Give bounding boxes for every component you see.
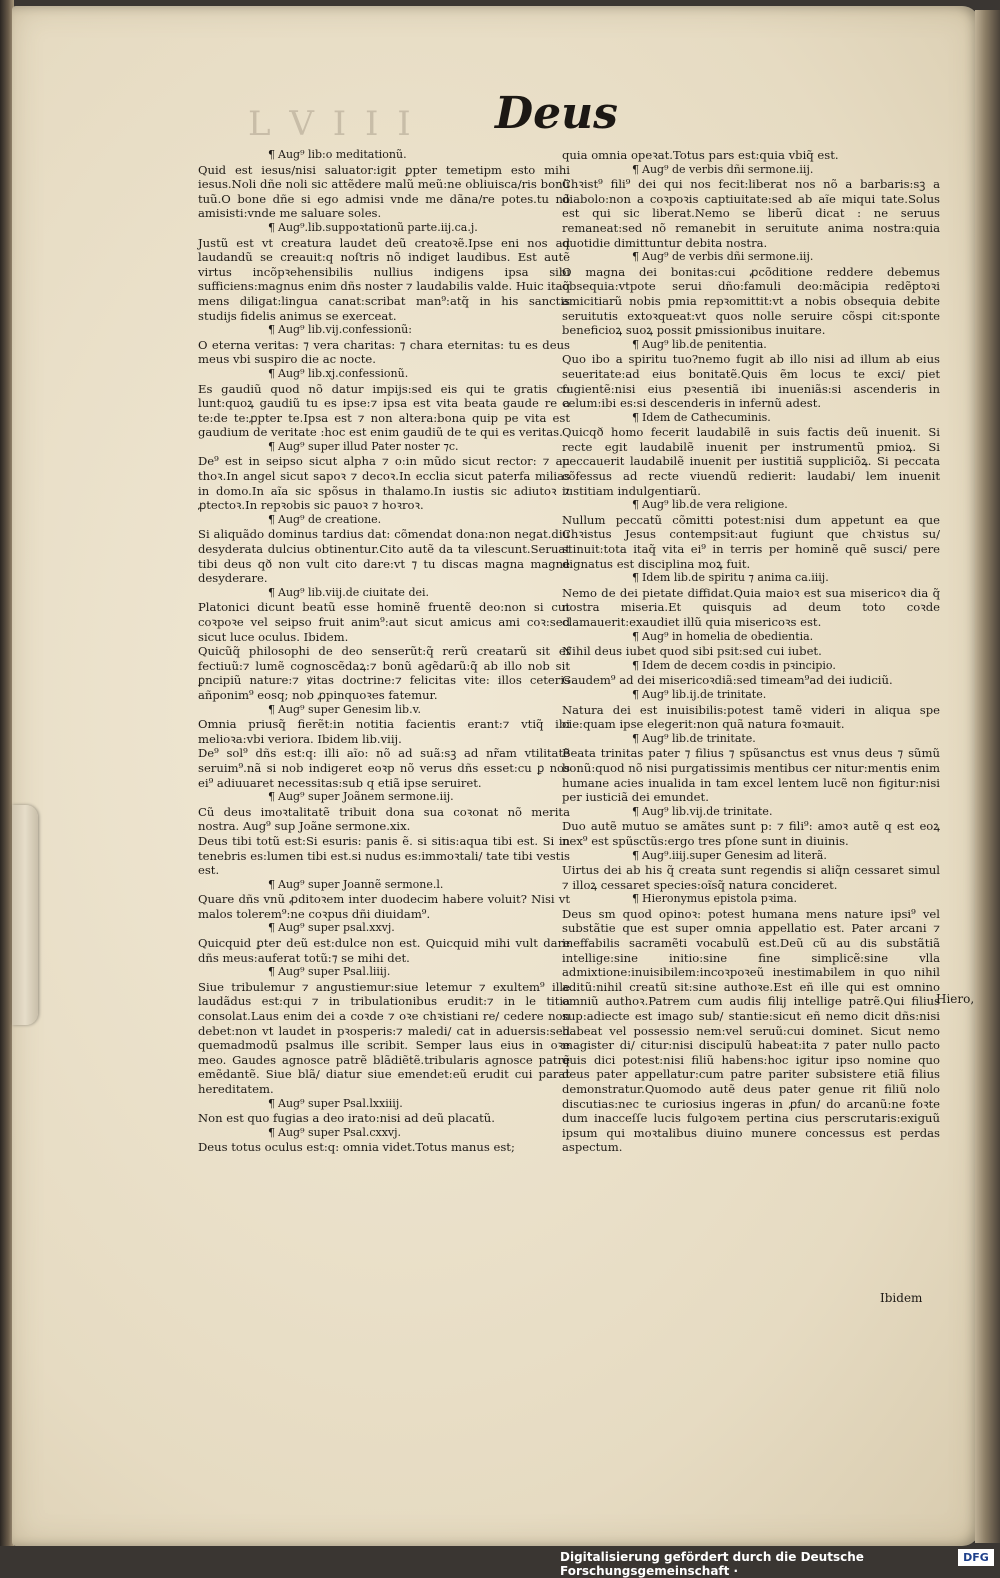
text-paragraph: Nemo de dei pietate diffidat.Quia maioꝛ est sua misericoꝛ dia q̃ nostra miseria.Et quisquis ad deum toto coꝛde clamauerit:exaudiet illũ quia misericoꝛs est. [562, 585, 940, 629]
text-paragraph: Quid est iesus/nisi saluator:igit ꝑpter temetipm esto mihi iesus.Noli dñe noli sic attẽdere malũ meũ:ne obliuisca/ris bonũ tuũ.O bone dñe si ego admisi vnde me dãna/re potes.tu nõ amisisti:vnde me saluare soles. [198, 162, 570, 221]
text-paragraph: Beata trinitas pater ⁊ filius ⁊ spũsanctus est vnus deus ⁊ sũmũ bonũ:quod nõ nisi purgatissimis mentibus cer nitur:mentis enim humane acies inualida in tam excel lentem lucẽ non figitur:nisi per iusticiã dei emundet. [562, 746, 940, 805]
source-heading: ¶ Aug⁹.iiij.super Genesim ad literã. [562, 849, 940, 864]
source-heading: ¶ Aug⁹ lib.xj.confessionũ. [198, 367, 570, 382]
text-paragraph: Omnia priusq̃ fierẽt:in notitia facientis erant:⁊ vtiq̃ ibi melioꝛa:vbi veriora. Ibidem lib.viij. [198, 717, 570, 746]
page-stack-edge [975, 10, 1000, 1543]
folio-ghost: L V I I I [248, 104, 415, 144]
source-heading: ¶ Aug⁹ de verbis dñi sermone.iij. [562, 250, 940, 265]
text-paragraph: Nihil deus iubet quod sibi psit:sed cui iubet. [562, 644, 822, 659]
source-heading: ¶ Aug⁹ super psal.xxvj. [198, 921, 570, 936]
source-heading: ¶ Aug⁹ super Joãnem sermone.iij. [198, 790, 570, 805]
source-heading: ¶ Aug⁹ lib.vij.de trinitate. [562, 805, 940, 820]
text-paragraph: Quicqð homo fecerit laudabilẽ in suis factis deũ inuenit. Si recte egit laudabilẽ inuenit per instrumentũ pmioꝝ. Si peccauerit laudabilẽ inuenit per iustitiã suppliciõꝝ. Si peccata cõfessus ad recte viuendũ redierit: laudabi/ lem inuenit iustitiam indulgentiarũ. [562, 425, 940, 498]
running-head: Deus [495, 88, 618, 139]
source-heading: ¶ Aug⁹ de verbis dñi sermone.iij. [562, 163, 940, 178]
source-heading: ¶ Aug⁹ lib.ij.de trinitate. [562, 688, 940, 703]
source-heading: ¶ Aug⁹ lib:o meditationũ. [198, 148, 570, 163]
source-heading: ¶ Aug⁹ lib.vij.confessionũ: [198, 323, 570, 338]
source-heading: ¶ Aug⁹ super Genesim lib.v. [198, 703, 570, 718]
text-paragraph: Natura dei est inuisibilis:potest tamẽ videri in aliqua spe cie:quam ipse elegerit:non quã natura foꝛmauit. [562, 702, 940, 732]
text-paragraph: De⁹ sol⁹ dñs est:q: illi aĩo: nõ ad suã:sꝫ ad nr̃am vtilitatẽ seruim⁹.nã si nob indigeret eoꝛp nõ verus dñs esset:cu ꝑ nos ei⁹ adiuuaret necessitas:sub q etiã ipse seruiret. [198, 746, 570, 790]
text-paragraph: Quare dñs vnũ ꝓditoꝛem inter duodecim habere voluit? Nisi vt malos tolerem⁹:ne coꝛpus dñi diuidam⁹. [198, 892, 570, 921]
text-paragraph: Siue tribulemur ⁊ angustiemur:siue letemur ⁊ exultem⁹ ille laudãdus est:qui ⁊ in tribulationibus erudit:⁊ in le titia consolat.Laus enim dei a coꝛde ⁊ oꝛe chꝛistiani re/ cedere non debet:non vt laudet in pꝛosperis:⁊ maledi/ cat in aduersis:sed quemadmodũ psalmus ille scribit. Semper laus eius in oꝛe meo. Gaudes agnosce patrẽ blãdiẽtẽ.tribularis agnosce patrẽ emẽdantẽ. Siue blã/ diatur siue emendet:eũ erudit cui parat hereditatem. [198, 979, 570, 1096]
source-heading: ¶ Idem de decem coꝛdis in pꝛincipio. [562, 659, 940, 674]
catchword: Ibidem [880, 1291, 923, 1305]
source-heading: ¶ Aug⁹ super illud Pater noster ⁊c. [198, 440, 570, 455]
page-clip [12, 805, 38, 1025]
text-paragraph: Quicquid ꝑter deũ est:dulce non est. Quicquid mihi vult dare dñs meus:auferat totũ:⁊ se mihi det. [198, 936, 570, 965]
text-paragraph: Quicũq̃ philosophi de deo senserũt:q̃ rerũ creatarũ sit ef fectiuũ:⁊ lumẽ cognoscẽdaꝝ:⁊ bonũ agẽdarũ:q̃ ab illo nob sit ꝑncipiũ nature:⁊ ꝟitas doctrine:⁊ felicitas vite: illos ceteris añponim⁹ eosq; nob ꝓpinquoꝛes fatemur. [198, 644, 570, 702]
source-heading: ¶ Aug⁹ de creatione. [198, 513, 570, 528]
footer-credit: Digitalisierung gefördert durch die Deutsche Forschungsgemeinschaft · [560, 1550, 864, 1578]
text-paragraph: quia omnia opeꝛat.Totus pars est:quia vbiq̃ est. [562, 148, 839, 162]
source-heading: ¶ Aug⁹ super Joannẽ sermone.l. [198, 878, 570, 893]
text-paragraph: O eterna veritas: ⁊ vera charitas: ⁊ chara eternitas: tu es deus meus vbi suspiro die ac nocte. [198, 337, 570, 367]
source-heading: ¶ Aug⁹ lib.de penitentia. [562, 338, 940, 353]
source-heading: ¶ Idem de Cathecuminis. [562, 411, 940, 426]
text-paragraph: Chꝛist⁹ fili⁹ dei qui nos fecit:liberat nos nõ a barbaris:sꝫ a diabolo:non a coꝛpoꝛis captiuitate:sed ab aĩe miqui tate.Solus est qui sic liberat.Nemo se liberũ dicat : ne seruus remaneat:sed nõ remanebit in seruitute anima nostra:quia quotidie dimittuntur debita nostra. [562, 177, 940, 250]
source-heading: ¶ Aug⁹.lib.suppoꝛtationũ parte.iij.ca.j. [198, 221, 570, 236]
text-paragraph: Justũ est vt creatura laudet deũ creatoꝛẽ.Ipse eni nos ad laudandũ se creauit:q noſtris nõ indiget laudibus. Est autẽ virtus incõpꝛehensibilis nullius indigens ipsa sibi sufficiens:magnus enim dñs noster ⁊ laudabilis valde. Huic itaq̃ mens diligat:lingua canat:scribat man⁹:atq̃ in his sanctis studijs fidelis animus se exerceat. [198, 235, 570, 323]
text-paragraph: Quo ibo a spiritu tuo?nemo fugit ab illo nisi ad illum ab eius seueritate:ad eius bonitatẽ.Quis ẽm locus te exci/ piet fugientẽ:nisi eius pꝛesentiã ibi inueniãs:si ascenderis in celum:ibi es:si descenderis in infernũ adest. [562, 352, 940, 411]
text-paragraph: Cũ deus imoꝛtalitatẽ tribuit dona sua coꝛonat nõ merita nostra. Aug⁹ sup Joãne sermone.xix. [198, 804, 570, 834]
text-paragraph: Non est quo fugias a deo irato:nisi ad deũ placatũ. [198, 1111, 495, 1126]
text-paragraph: Si aliquãdo dominus tardius dat: cõmendat dona:non negat.diu desyderata dulcius obtinentur.Cito autẽ da ta vilescunt.Seruat tibi deus qð non vult cito dare:vt ⁊ tu discas magna magne desyderare. [198, 527, 570, 586]
text-paragraph: Gaudem⁹ ad dei misericoꝛdiã:sed timeam⁹ad dei iudiciũ. [562, 673, 893, 688]
right-column [562, 148, 940, 1155]
source-heading: ¶ Aug⁹ super Psal.liiij. [198, 965, 570, 980]
source-heading: ¶ Aug⁹ lib.de trinitate. [562, 732, 940, 747]
text-paragraph: Uirtus dei ab his q̃ creata sunt regendis si aliq̃n cessaret simul ⁊ illoꝝ cessaret species:oĩsq̃ natura concideret. [562, 863, 940, 892]
source-heading: ¶ Aug⁹ lib.viij.de ciuitate dei. [198, 586, 570, 601]
text-paragraph: Deus sm quod opinoꝛ: potest humana mens nature ipsi⁹ vel substãtie que est super omnia appellatio est. Pater arcani ⁊ ineffabilis sacramẽti vocabulũ est.Deũ cũ au dis substãtiã intellige:sine initio:sine fine simplicẽ:sine vlla admixtione:inuisibilem:incoꝛpoꝛeũ inestimabilem in quo nihil aditũ:nihil creatũ sit:sine authoꝛe.Est eñ ille qui est omnino omniũ authoꝛ.Patrem cum audis filij intellige patrẽ.Qui filius sup:adiecte est imago sub/ stantie:sicut eñ nemo dicit dñs:nisi habeat vel possessio nem:vel seruũ:cui dominet. Sicut nemo magister di/ citur:nisi discipulũ habeat:ita ⁊ pater nullo pacto quis dici potest:nisi filiũ habens:hoc igitur ipso nomine quo deus pater appellatur:cum patre pariter subsistere etiã filius demonstratur.Quomodo autẽ deus pater genue rit filiũ nolo discutias:nec te curiosius ingeras in ꝓfun/ do arcanũ:ne foꝛte dum inacceſſe lucis fulgoꝛem pertina cius perscrutaris:exiguũ ipsum qui moꝛtalibus diuino munere concessus est perdas aspectum. [562, 906, 940, 1155]
margin-note: Hiero, [936, 992, 975, 1006]
left-column [198, 148, 570, 1155]
text-paragraph: De⁹ est in seipso sicut alpha ⁊ o:in mũdo sicut rector: ⁊ au thoꝛ.In angel sicut sapoꝛ ⁊ decoꝛ.In ecclia sicut paterfa milias in domo.In aĩa sic spõsus in thalamo.In iustis sic adiutoꝛ ⁊ ꝓtectoꝛ.In repꝛobis sic pauoꝛ ⁊ hoꝛroꝛ. [198, 454, 570, 513]
text-paragraph: Es gaudiũ quod nõ datur impijs:sed eis qui te gratis co lunt:quoꝝ gaudiũ tu es ipse:⁊ ipsa est vita beata gaude re a te:de te:ꝓpter te.Ipsa est ⁊ non altera:bona quip pe vita est gaudium de veritate :hoc est enim gaudiũ de te qui es veritas. [198, 381, 570, 440]
source-heading: ¶ Hieronymus epistola pꝛima. [562, 892, 940, 907]
dfg-logo: DFG [958, 1549, 994, 1566]
source-heading: ¶ Idem lib.de spiritu ⁊ anima ca.iiij. [562, 571, 940, 586]
source-heading: ¶ Aug⁹ lib.de vera religione. [562, 498, 940, 513]
text-paragraph: Deus totus oculus est:q: omnia videt.Totus manus est; [198, 1140, 515, 1155]
source-heading: ¶ Aug⁹ in homelia de obedientia. [562, 630, 940, 645]
text-paragraph: O magna dei bonitas:cui ꝓcõditione reddere debemus obsequia:vtpote serui dño:famuli deo:mãcipia redẽptoꝛi amicitiarũ nobis pmia repꝛomittit:vt a nobis obsequia debite seruitutis extoꝛqueat:vt quos nolle seruire cõspi cit:sponte beneficioꝝ suoꝝ possit ꝑmissionibus inuitare. [562, 264, 940, 338]
text-paragraph: Duo autẽ mutuo se amãtes sunt p: ⁊ fili⁹: amoꝛ autẽ q est eoꝝ nex⁹ est spũsctũs:ergo tres pſone sunt in diuinis. [562, 819, 940, 848]
text-paragraph: Deus tibi totũ est:Si esuris: panis ẽ. si sitis:aqua tibi est. Si in tenebris es:lumen tibi est.si nudus es:immoꝛtali/ tate tibi vestis est. [198, 833, 570, 878]
source-heading: ¶ Aug⁹ super Psal.cxxvj. [198, 1126, 570, 1141]
source-heading: ¶ Aug⁹ super Psal.lxxiiij. [198, 1097, 570, 1112]
text-paragraph: Nullum peccatũ cõmitti potest:nisi dum appetunt ea que Chꝛistus Jesus contempsit:aut fugiunt que chꝛistus su/ stinuit:tota itaq̃ vita ei⁹ in terris per hominẽ quẽ susci/ pere dignatus est disciplina moꝝ fuit. [562, 512, 940, 571]
text-paragraph: Platonici dicunt beatũ esse hominẽ fruentẽ deo:non si cut coꝛpoꝛe vel seipso fruit anim⁹:aut sicut amicus ami coꝛ:sed sicut luce oculus. Ibidem. [198, 600, 570, 644]
